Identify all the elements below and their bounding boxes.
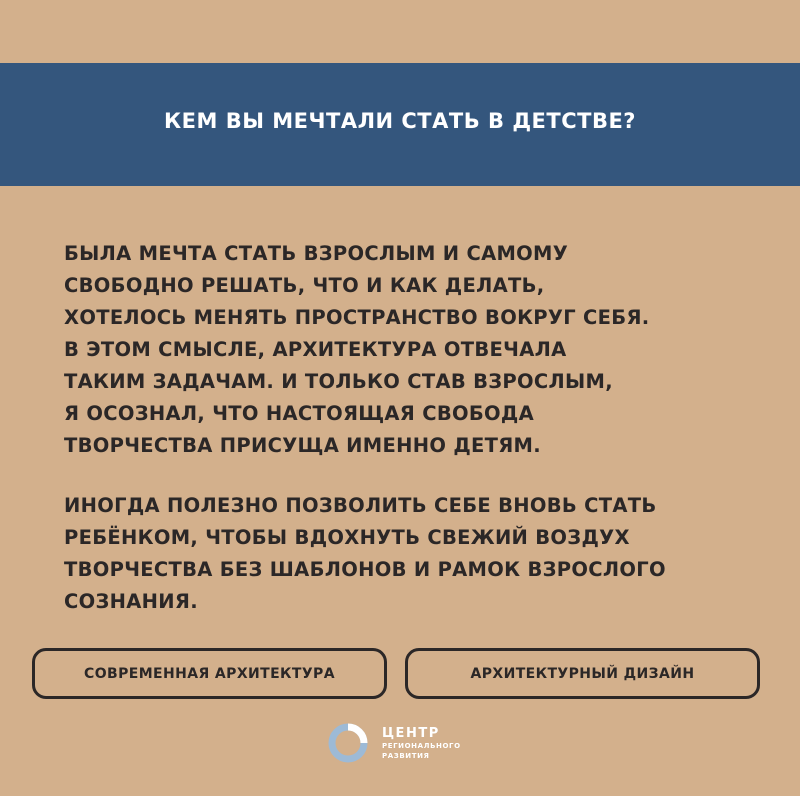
ring-logo-icon: [326, 721, 370, 765]
quote-paragraph-1: [64, 238, 764, 462]
text-line: ТВОРЧЕСТВА БЕЗ ШАБЛОНОВ И РАМОК ВЗРОСЛОГО: [64, 558, 666, 581]
header-band: [0, 63, 800, 186]
tag-modern-architecture[interactable]: [32, 648, 387, 699]
tag-label: СОВРЕМЕННАЯ АРХИТЕКТУРА: [84, 665, 335, 682]
text-line: Я ОСОЗНАЛ, ЧТО НАСТОЯЩАЯ СВОБОДА: [64, 402, 534, 425]
text-line: ИНОГДА ПОЛЕЗНО ПОЗВОЛИТЬ СЕБЕ ВНОВЬ СТАТЬ: [64, 494, 657, 517]
text-line: СВОБОДНО РЕШАТЬ, ЧТО И КАК ДЕЛАТЬ,: [64, 274, 545, 297]
logo-text-line: РЕГИОНАЛЬНОГО: [382, 741, 461, 750]
text-line: В ЭТОМ СМЫСЛЕ, АРХИТЕКТУРА ОТВЕЧАЛА: [64, 338, 567, 361]
text-line: СОЗНАНИЯ.: [64, 590, 198, 613]
text-line: ТВОРЧЕСТВА ПРИСУЩА ИМЕННО ДЕТЯМ.: [64, 434, 541, 457]
logo-text-line: РАЗВИТИЯ: [382, 751, 430, 760]
quote-paragraph-2: [64, 490, 764, 618]
logo-text-line: ЦЕНТР: [382, 725, 440, 741]
text-line: ТАКИМ ЗАДАЧАМ. И ТОЛЬКО СТАВ ВЗРОСЛЫМ,: [64, 370, 613, 393]
brand-logo: [326, 719, 461, 767]
text-line: БЫЛА МЕЧТА СТАТЬ ВЗРОСЛЫМ И САМОМУ: [64, 242, 569, 265]
text-line: РЕБЁНКОМ, ЧТОБЫ ВДОХНУТЬ СВЕЖИЙ ВОЗДУХ: [64, 526, 630, 549]
page-title: КЕМ ВЫ МЕЧТАЛИ СТАТЬ В ДЕТСТВЕ?: [163, 108, 636, 133]
tag-architectural-design[interactable]: [405, 648, 760, 699]
tag-label: АРХИТЕКТУРНЫЙ ДИЗАЙН: [470, 665, 695, 682]
logo-text: [382, 727, 461, 760]
quote-text: [64, 238, 764, 618]
text-line: ХОТЕЛОСЬ МЕНЯТЬ ПРОСТРАНСТВО ВОКРУГ СЕБЯ.: [64, 306, 650, 329]
